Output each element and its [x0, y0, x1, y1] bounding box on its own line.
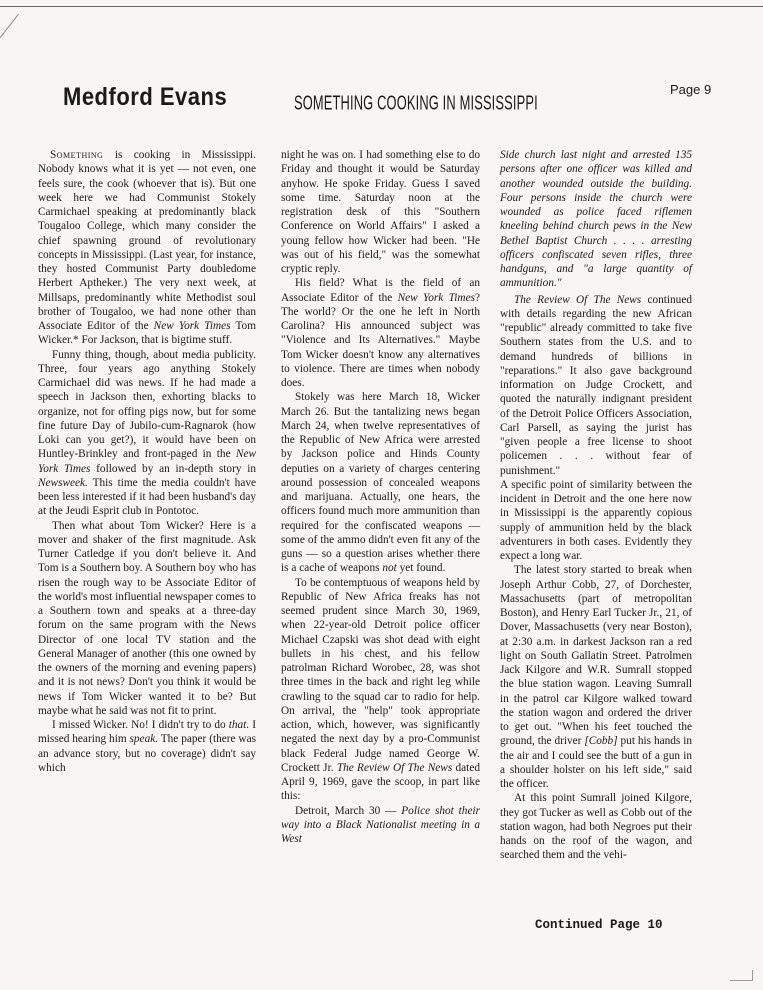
- column-1: [38, 148, 256, 775]
- paragraph: The Review Of The News continued with details regarding the new African "republic" already committed to take five Southern states from the U.S. and to demand hundreds of billions in "reparations." It also gave background information on Judge Crockett, and quoted the naturally indignant president of the Detroit Police Officers Association, Carl Parsell, as saying the jurist has "given people a free license to shoot policemen . . . without fear of punishment.": [500, 293, 692, 477]
- column-2: [281, 148, 480, 846]
- corner-scan-mark: [0, 14, 19, 62]
- paragraph: Funny thing, though, about media publicity. Three, four years ago anything Stokely Carmichael did was news. If he had made a speech in Jackson then, exhorting blacks to organize, not for offing pigs now, but for some fine future Day of Jubilo-cum-Ragnarok (how Loki can you get?), it would have been on Huntley-Brinkley and front-paged in the New York Times followed by an in-depth story in Newsweek. This time the media couldn't have been less interested if it had been husband's day at the Jeudi Esprit club in Pontotoc.: [38, 348, 257, 518]
- corner-scan-mark: [730, 970, 753, 981]
- paragraph: Then what about Tom Wicker? Here is a mover and shaker of the first magnitude. Ask Turner Catledge if you don't believe it. And Tom is a Southern boy. A Southern boy who has risen the rough way to be Associate Editor of the world's most influential newspaper comes to a Southern town and speaks at a three-day forum on the same program with the News Director of one local TV station and the General Manager of another (this one owned by the owners of the morning and evening papers) and it is not news? Don't you think it would be news if Tom Wicker wanted it to be? But maybe what he said was not fit to print.: [38, 519, 256, 717]
- paragraph: To be contemptuous of weapons held by Republic of New Africa freaks has not seemed prudent since March 30, 1969, when 22-year-old Detroit police officer Michael Czapski was shot dead with eight bullets in his chest, and his fellow patrolman Richard Worobec, 28, was shot three times in the back and right leg while crawling to the squad car to radio for help. On arrival, the "help" took appropriate action, which, however, was significantly negated the next day by a pro-Communist black Federal Judge named George W. Crockett Jr. The Review Of The News dated April 9, 1969, gave the scoop, in part like this:: [281, 576, 480, 803]
- paragraph: night he was on. I had something else to do Friday and thought it would be Saturday anyhow. He spoke Friday. Guess I saved some time. Saturday noon at the registration desk of this "Southern Conference on World Affairs" I asked a young fellow how Wicker had been. "He was out of his field," was the somewhat cryptic reply.: [281, 149, 480, 275]
- author-name: Medford Evans: [63, 82, 228, 111]
- paragraph: His field? What is the field of an Associate Editor of the New York Times? The world? Or the one he left in North Carolina? His announced subject was "Violence and Its Alternatives." Maybe Tom Wicker doesn't know any alternatives to violence. There are times when nobody does.: [281, 277, 480, 389]
- paragraph: A specific point of similarity between the incident in Detroit and the one here now in Mississippi is the apparently copious supply of ammunition held by the black adventurers in both cases. Evidently they expect a long war.: [500, 478, 692, 562]
- paragraph: Something is cooking in Mississippi. Nobody knows what it is yet — not even, one feels sure, the cook (whoever that is). But one week here we had Communist Stokely Carmichael speaking at predominantly black Tougaloo College, which many consider the chief spawning ground of revolutionary concepts in Mississippi. (Last year, for instance, they hosted Communist Party doubledome Herbert Aptheker.) The very next week, at Millsaps, predominantly white Methodist soul brother of Tougaloo, we had none other than Associate Editor of the New York Times Tom Wicker.* For Jackson, that is bigtime stuff.: [38, 149, 256, 347]
- paragraph: I missed Wicker. No! I didn't try to do that. I missed hearing him speak. The paper (there was an advance story, but no coverage) didn't say which: [38, 719, 256, 774]
- block-quote: Detroit, March 30 — Police shot their way into a Black Nationalist meeting in a West: [281, 804, 480, 845]
- page-number: Page 9: [670, 82, 712, 97]
- paragraph: Stokely was here March 18, Wicker March 26. But the tantalizing news began March 24, when twelve representatives of the Republic of New Africa were arrested by Jackson police and Hinds County deputies on a variety of charges centering around possession of concealed weapons and marijuana. Actually, one hears, the officers found much more ammunition than required for the confiscated weapons — some of the ammo didn't even fit any of the guns — so a question arises whether there is a cache of weapons not yet found.: [281, 391, 480, 575]
- block-quote: Side church last night and arrested 135 persons after one officer was killed and another wounded outside the building. Four persons inside the church were wounded as police faced riflemen kneeling behind church pews in the New Bethel Baptist Church . . . . arresting officers confiscated seven rifles, three handguns, and "a large quantity of ammunition.": [500, 149, 692, 290]
- continued-note: Continued Page 10: [535, 918, 663, 932]
- top-rule: [0, 6, 763, 7]
- paragraph: At this point Sumrall joined Kilgore, they got Tucker as well as Cobb out of the station wagon, had both Negroes put their hands on the roof of the wagon, and searched them and the vehi-: [500, 792, 692, 862]
- article-title: SOMETHING COOKING IN MISSISSIPPI: [294, 92, 538, 115]
- paragraph: The latest story started to break when Joseph Arthur Cobb, 27, of Dorchester, Massachusetts (part of metropolitan Boston), and Henry Earl Tucker Jr., 21, of Dover, Massachusetts (very near Boston), at 2:30 a.m. in darkest Jackson ran a red light on South Gallatin Street. Patrolmen Jack Kilgore and W.R. Sumrall stopped the blue station wagon. Leaving Sumrall in the patrol car Kilgore walked toward the station wagon and ordered the driver to get out. "When his feet touched the ground, the driver [Cobb] put his hands in the air and I could see the butt of a gun in a shoulder holster on his left side," said the officer.: [500, 564, 692, 790]
- lead-word: Something: [50, 149, 104, 161]
- column-3: [500, 148, 692, 863]
